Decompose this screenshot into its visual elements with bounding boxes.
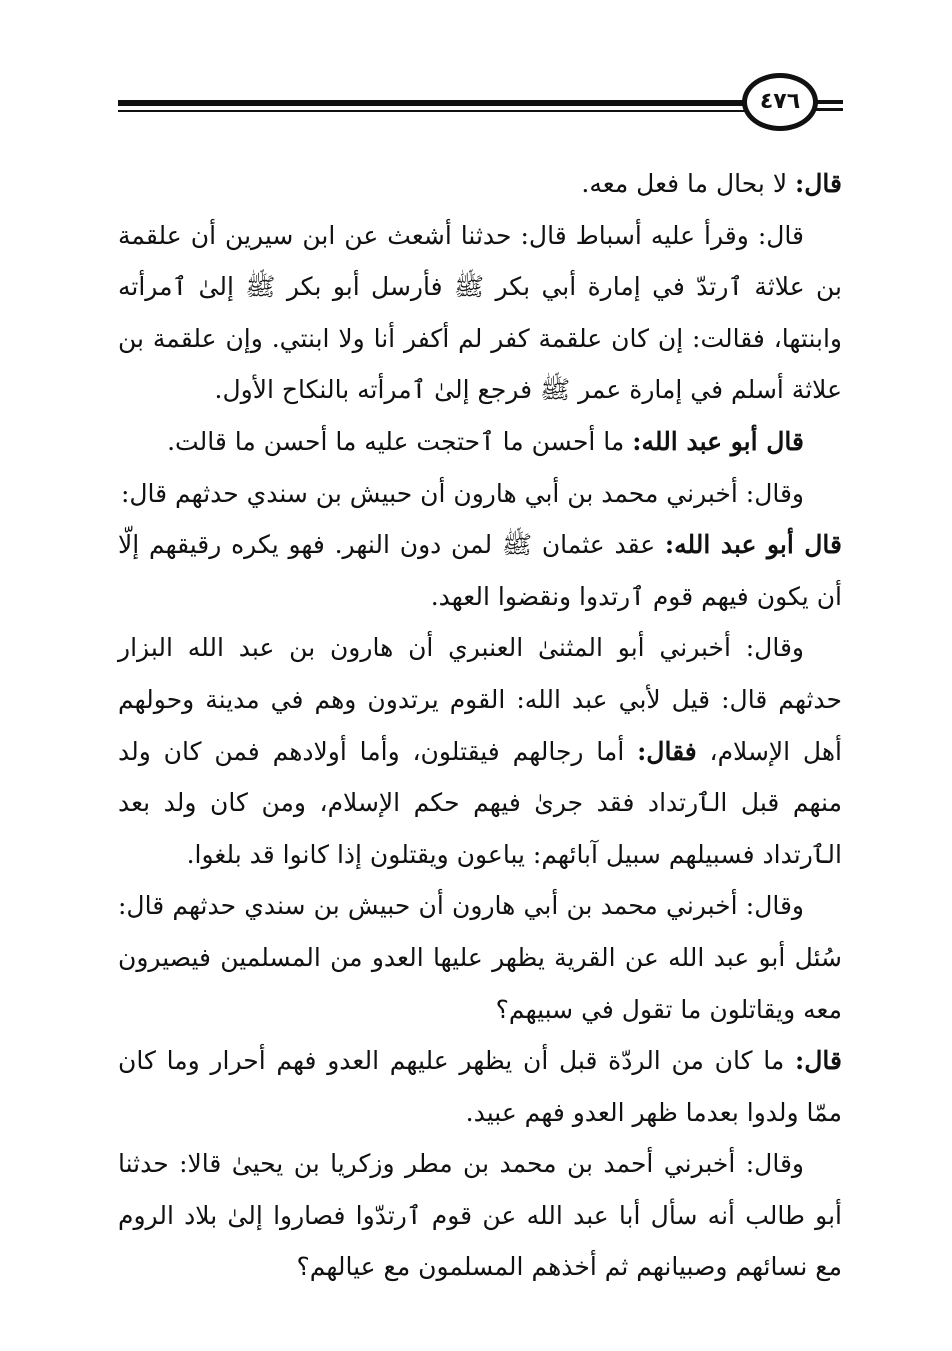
paragraph-text: أما رجالهم فيقتلون، وأما أولادهم فمن كان ولد منهم قبل الٱرتداد فقد جرىٰ فيهم حكم الإسلام، ومن كان ولد بعد الٱرتداد فسبيلهم سبيل آبائهم: يباعون ويقتلون إذا كانوا قد بلغوا. bbox=[118, 736, 842, 869]
header-rule-tail bbox=[815, 108, 843, 111]
paragraph bbox=[118, 210, 842, 416]
paragraph-text: عقد عثمان ﷺ لمن دون النهر. فهو يكره رقيقهم إلّا أن يكون فيهم قوم ٱرتدوا ونقضوا العهد. bbox=[118, 530, 842, 611]
speaker-label: قال: bbox=[795, 1046, 842, 1076]
paragraph-text: قال: وقرأ عليه أسباط قال: حدثنا أشعث عن ابن سيرين أن علقمة بن علاثة ٱرتدّ في إمارة أبي بكر ﷺ فأرسل أبو بكر ﷺ إلىٰ ٱمرأته وابنتها، فقالت: إن كان علقمة كفر لم أكفر أنا ولا ابنتي. وإن علقمة بن علاثة أسلم في إمارة عمر ﷺ فرجع إلىٰ ٱمرأته بالنكاح الأول. bbox=[118, 220, 842, 405]
paragraph bbox=[118, 1035, 842, 1138]
paragraph-text: وقال: أخبرني أحمد بن محمد بن مطر وزكريا بن يحيىٰ قالا: حدثنا أبو طالب أنه سأل أبا عبد الله عن قوم ٱرتدّوا فصاروا إلىٰ بلاد الروم مع نسائهم وصبيانهم ثم أخذهم المسلمون مع عيالهم؟ bbox=[118, 1149, 842, 1282]
paragraph bbox=[118, 1138, 842, 1293]
header-rule-tail bbox=[815, 100, 843, 104]
paragraph bbox=[118, 622, 842, 880]
speaker-label: قال أبو عبد الله: bbox=[664, 530, 843, 560]
paragraph-text: لا بحال ما فعل معه. bbox=[581, 169, 796, 198]
page-number: ٤٧٦ bbox=[759, 89, 801, 114]
speaker-label: قال أبو عبد الله: bbox=[632, 426, 804, 456]
page-number-badge bbox=[742, 73, 818, 131]
paragraph-text: ما كان من الردّة قبل أن يظهر عليهم العدو فهم أحرار وما كان ممّا ولدوا بعدما ظهر العدو فهم عبيد. bbox=[118, 1046, 842, 1127]
paragraph-text: وقال: أخبرني أبو المثنىٰ العنبري أن هارون بن عبد الله البزار حدثهم قال: قيل لأبي عبد الله: القوم يرتدون وهم في مدينة وحولهم أهل الإسلام، bbox=[118, 633, 842, 766]
paragraph-text: وقال: أخبرني محمد بن أبي هارون أن حبيش بن سندي حدثهم قال: سُئل أبو عبد الله عن القرية يظهر عليها العدو من المسلمين فيصيرون معه ويقاتلون ما تقول في سبيهم؟ bbox=[118, 891, 842, 1024]
speaker-label: فقال: bbox=[637, 736, 697, 766]
paragraph bbox=[118, 158, 842, 210]
speaker-label: قال: bbox=[795, 169, 842, 198]
paragraph bbox=[118, 468, 842, 520]
paragraph bbox=[118, 519, 842, 622]
paragraph-text: وقال: أخبرني محمد بن أبي هارون أن حبيش بن سندي حدثهم قال: bbox=[120, 478, 804, 508]
paragraph-text: ما أحسن ما ٱحتجت عليه ما أحسن ما قالت. bbox=[167, 426, 633, 456]
header-rule-thin bbox=[118, 110, 773, 112]
header-rule-thick bbox=[118, 100, 773, 106]
paragraph bbox=[118, 416, 842, 468]
paragraph bbox=[118, 880, 842, 1035]
body-text bbox=[118, 158, 842, 1293]
page-header bbox=[0, 0, 952, 150]
